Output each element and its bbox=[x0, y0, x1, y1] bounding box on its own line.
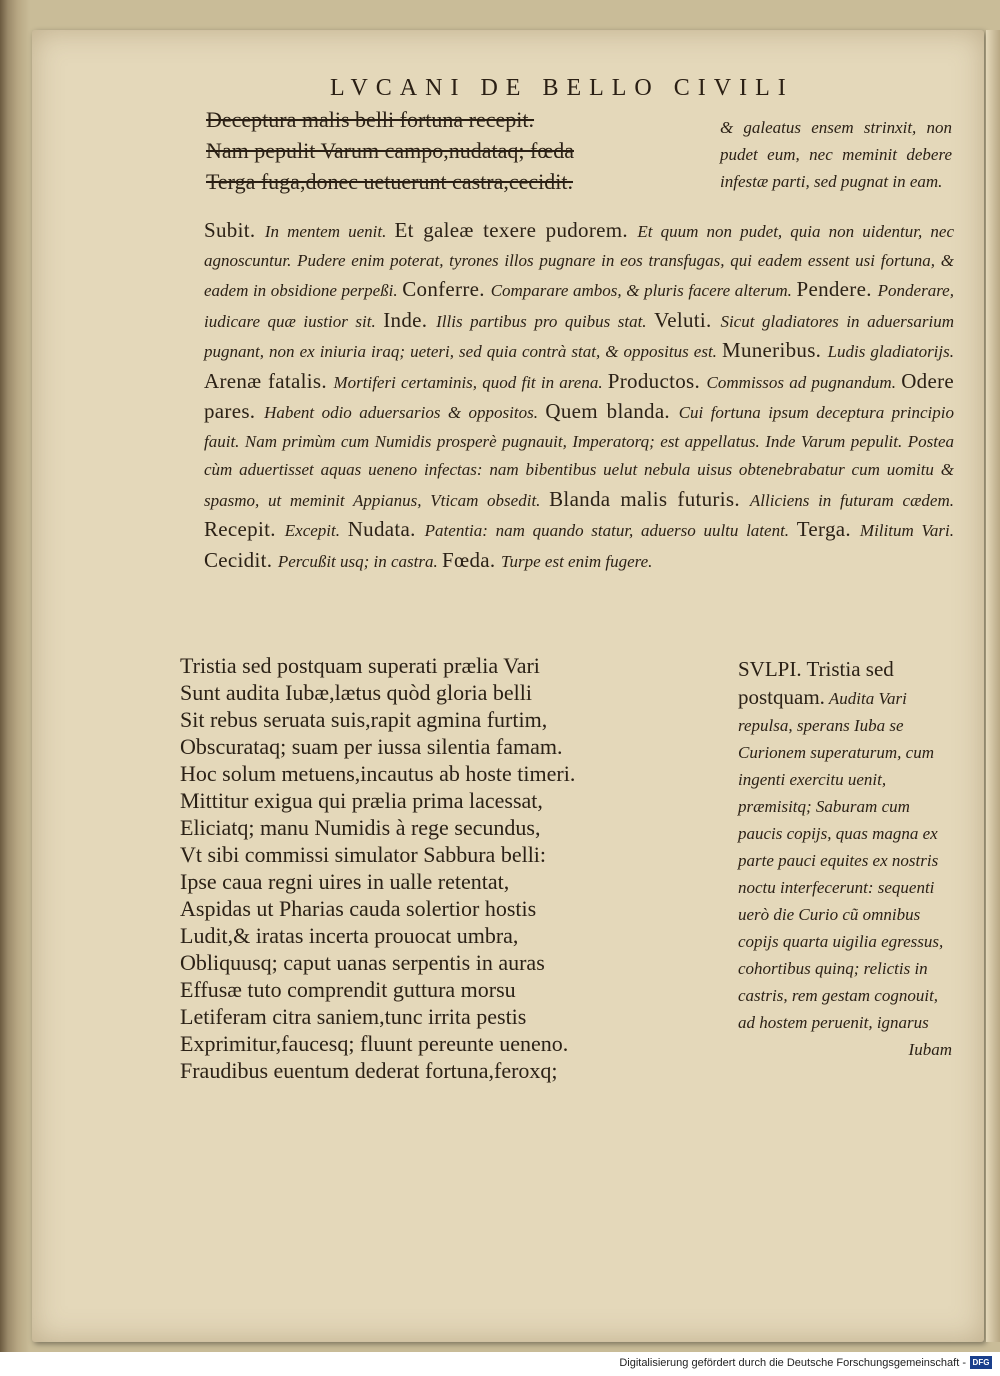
commentary-lemma: Quem blanda. bbox=[545, 399, 679, 423]
commentary-lemma: Arenæ fatalis. bbox=[204, 368, 334, 393]
footer-credit: Digitalisierung gefördert durch die Deutsche Forschungsgemeinschaft - bbox=[619, 1357, 966, 1369]
struck-verse bbox=[206, 104, 686, 197]
verse-line: Hoc solum metuens,incautus ab hoste timeri. bbox=[180, 761, 576, 786]
commentary-lemma: Et galeæ texere pudorem. bbox=[394, 218, 638, 242]
commentary-gloss: Patentia: nam quando statur, aduerso uultu latent. bbox=[424, 521, 797, 540]
catchword: Iubam bbox=[908, 1040, 952, 1059]
verse-line: Eliciatq; manu Numidis à rege secundus, bbox=[180, 815, 541, 840]
side-note-top: & galeatus ensem strinxit, non pudet eum, nec meminit debere infestæ parti, sed pugnat in eam. bbox=[720, 118, 952, 191]
commentary-gloss: Mortiferi certaminis, quod fit in arena. bbox=[333, 372, 608, 392]
verse-line: Aspidas ut Pharias cauda solertior hostis bbox=[180, 896, 537, 921]
commentary-gloss: Turpe est enim fugere. bbox=[500, 551, 653, 571]
verse-line: Fraudibus euentum dederat fortuna,feroxq; bbox=[180, 1058, 558, 1083]
verse-line: Ludit,& iratas incerta prouocat umbra, bbox=[180, 923, 519, 948]
verse-line: Vt sibi commissi simulator Sabbura belli: bbox=[180, 842, 547, 867]
commentary-lemma: Cecidit. bbox=[204, 547, 278, 572]
verse-line: Obscurataq; suam per iussa silentia famam. bbox=[180, 734, 563, 759]
commentary-gloss: Sicut gladiatores in aduersarium pugnant, non ex iniuria iraq; ueteri, sed quia contrà stat, & oppositus est. bbox=[204, 311, 954, 361]
struck-verse-line: Nam pepulit Varum campo,nudataq; fœda bbox=[206, 138, 574, 163]
verse-line: Sit rebus seruata suis,rapit agmina furtim, bbox=[180, 707, 548, 732]
verse-line: Obliquusq; caput uanas serpentis in auras bbox=[180, 950, 545, 975]
verse-line: Letiferam citra saniem,tunc irrita pestis bbox=[180, 1004, 527, 1029]
struck-verse-line: Deceptura malis belli fortuna recepit. bbox=[206, 107, 535, 132]
commentary-lemma: Blanda malis futuris. bbox=[549, 486, 750, 511]
commentary-block bbox=[204, 216, 954, 576]
commentary-gloss: Et quum non pudet, quia non uidentur, nec agnoscuntur. Pudere enim poterat, tyrones illos pugnare in eos transfugas, qui eadem essent usi fortuna, & eadem in obsidione perpeßi. bbox=[204, 222, 954, 300]
verse-line: Effusæ tuto comprendit guttura morsu bbox=[180, 977, 516, 1002]
commentary-lemma: Pendere. bbox=[796, 277, 878, 301]
side-note-text: Audita Vari repulsa, sperans Iuba se Curionem superaturum, cum ingenti exercitu uenit, præmisitq; Saburam cum paucis copijs, quas magna ex parte pauci equites ex nostris noctu interfecerunt: sequenti uerò die Curio cũ omnibus copijs quarta uigilia egressus, cohortibus quinq; relictis in castris, rem gestam cognouit, ad hostem peruenit, ignarus bbox=[738, 689, 944, 1032]
commentary-gloss: Alliciens in futuram cædem. bbox=[749, 490, 954, 510]
commentary-gloss: Illis partibus pro quibus stat. bbox=[436, 311, 655, 331]
commentary-gloss: Militum Vari. bbox=[859, 521, 955, 540]
running-head: LVCANI DE BELLO CIVILI bbox=[330, 75, 794, 101]
side-note-bottom bbox=[738, 656, 952, 1063]
commentary-gloss: Habent odio aduersarios & oppositos. bbox=[264, 403, 546, 422]
commentary-gloss: Ludis gladiatorijs. bbox=[827, 342, 954, 361]
commentary-gloss: Comparare ambos, & pluris facere alterum. bbox=[490, 281, 797, 300]
commentary-lemma: Inde. bbox=[383, 307, 437, 332]
verse-line: Exprimitur,faucesq; fluunt pereunte ueneno. bbox=[180, 1031, 569, 1056]
commentary-lemma: Nudata. bbox=[347, 517, 425, 541]
commentary-lemma: Recepit. bbox=[204, 517, 285, 541]
commentary-gloss: In mentem uenit. bbox=[264, 222, 395, 241]
commentary-gloss: Percußit usq; in castra. bbox=[277, 551, 443, 571]
verse-block bbox=[180, 652, 720, 1084]
commentary-gloss: Cui fortuna ipsum deceptura principio fauit. Nam primùm cum Numidis prosperè pugnauit, Imperatorq; est appellatus. Inde Varum pepulit. Postea cùm aduertisset aquas ueneno infectas: nam bibentibus uelut nebula uisus obtenebrabatur cum uomitu & spasmo, ut meminit Appianus, Vticam obsedit. bbox=[204, 403, 954, 510]
commentary-lemma: Productos. bbox=[607, 368, 707, 393]
commentary-lemma: Veluti. bbox=[654, 307, 721, 332]
commentary-gloss: Commissos ad pugnandum. bbox=[706, 372, 902, 392]
commentary-lemma: Fœda. bbox=[442, 547, 501, 572]
commentary-lemma: Odere pares. bbox=[204, 368, 954, 423]
commentary-gloss: Excepit. bbox=[284, 521, 348, 540]
verse-line: Tristia sed postquam superati prælia Vari bbox=[180, 653, 540, 678]
dfg-logo-icon: DFG bbox=[970, 1356, 992, 1369]
commentary-lemma: Terga. bbox=[796, 517, 860, 541]
page-edge bbox=[986, 30, 1000, 1342]
commentary-lemma: Muneribus. bbox=[721, 338, 828, 362]
commentary-gloss: Ponderare, iudicare quæ iustior sit. bbox=[204, 281, 954, 331]
struck-verse-line: Terga fuga,donec uetuerunt castra,cecidit. bbox=[206, 169, 573, 194]
verse-line: Ipse caua regni uires in ualle retentat, bbox=[180, 869, 510, 894]
commentary-lemma: Conferre. bbox=[402, 277, 491, 301]
verse-line: Sunt audita Iubæ,lætus quòd gloria belli bbox=[180, 680, 532, 705]
verse-line: Mittitur exigua qui prælia prima lacessat, bbox=[180, 788, 543, 813]
side-note-lead: SVLPI. Tristia sed postquam. bbox=[738, 657, 894, 709]
commentary-lemma: Subit. bbox=[204, 218, 265, 242]
